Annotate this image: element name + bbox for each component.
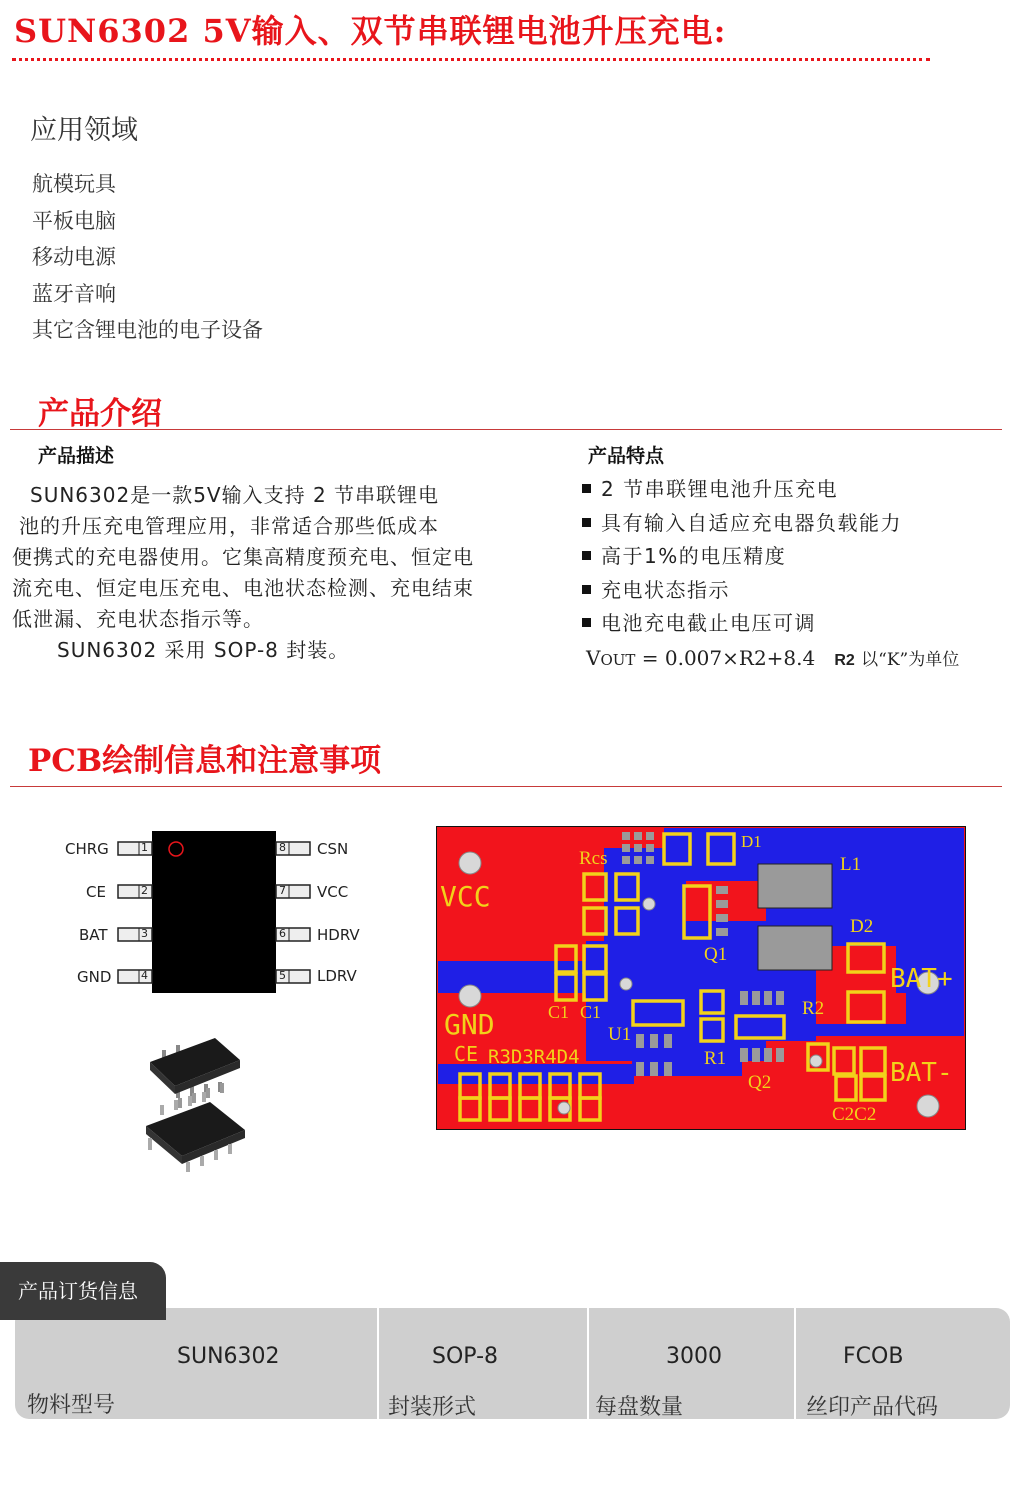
pin-number: 3	[141, 927, 148, 940]
application-item: 移动电源	[32, 245, 116, 269]
pin-label-ce: CE	[86, 883, 106, 901]
pcb-label-d1: D1	[741, 832, 762, 851]
description-line: 低泄漏、充电状态指示等。	[12, 607, 264, 631]
pin-number: 6	[279, 927, 286, 940]
pcb-section-title: PCB绘制信息和注意事项	[28, 743, 382, 779]
ordering-value-marking: FCOB	[843, 1344, 904, 1369]
page-title: SUN6302 5V输入、双节串联锂电池升压充电:	[14, 12, 727, 50]
description-text	[12, 480, 532, 666]
pcb-label-u1: U1	[608, 1024, 632, 1045]
intro-section-title: 产品介绍	[38, 396, 162, 432]
pcb-label-l1: L1	[840, 854, 862, 875]
ordering-label-part: 物料型号	[27, 1393, 116, 1418]
pcb-label-c1b: C1	[580, 1002, 602, 1022]
square-bullet-icon	[582, 551, 591, 560]
ordering-column-package	[379, 1308, 589, 1419]
description-line: 便携式的充电器使用。它集高精度预充电、恒定电	[12, 545, 474, 569]
pcb-label-gnd: GND	[444, 1008, 495, 1041]
pin-number: 4	[141, 969, 148, 982]
sop8-package-illustration	[140, 1030, 265, 1175]
square-bullet-icon	[582, 518, 591, 527]
pin-number: 1	[141, 841, 148, 854]
pcb-label-q2: Q2	[748, 1072, 772, 1093]
ordering-label-package: 封装形式	[388, 1395, 477, 1420]
feature-item: 充电状态指示	[582, 574, 902, 608]
pcb-label-q1: Q1	[704, 944, 728, 965]
pcb-label-ce: CE	[454, 1042, 479, 1066]
pcb-layout-diagram	[436, 826, 966, 1130]
pcb-label-r3d4: R3D3R4D4	[488, 1046, 580, 1068]
ordering-value-part: SUN6302	[177, 1344, 280, 1369]
feature-item: 具有输入自适应充电器负载能力	[582, 507, 902, 541]
description-line: SUN6302是一款5V输入支持 2 节串联锂电	[30, 483, 440, 507]
ordering-table	[15, 1308, 1010, 1419]
description-line: SUN6302 采用 SOP-8 封装。	[57, 638, 350, 662]
pcb-label-bat-minus: BAT-	[890, 1058, 953, 1088]
features-list	[582, 473, 902, 641]
pin-number: 7	[279, 884, 286, 897]
pcb-label-c1a: C1	[548, 1002, 570, 1022]
pcb-rule	[10, 786, 1002, 787]
pcb-label-r1: R1	[704, 1048, 727, 1069]
square-bullet-icon	[582, 618, 591, 627]
ordering-column-quantity	[589, 1308, 796, 1419]
pcb-label-bat-plus: BAT+	[890, 964, 953, 994]
vout-formula: VOUT = 0.007×R2+8.4 R2 以“K”为单位	[586, 646, 960, 670]
pin-label-chrg: CHRG	[65, 840, 109, 858]
pcb-label-r2: R2	[802, 998, 825, 1019]
ordering-label-quantity: 每盘数量	[595, 1395, 684, 1420]
pcb-label-d2: D2	[850, 916, 874, 937]
pin-number: 8	[279, 841, 286, 854]
ordering-column-marking	[796, 1308, 1010, 1419]
square-bullet-icon	[582, 484, 591, 493]
ordering-column-part	[15, 1308, 379, 1419]
chip-pinout-diagram	[55, 825, 395, 1000]
pcb-label-vcc: VCC	[440, 880, 491, 913]
application-item: 其它含锂电池的电子设备	[32, 318, 263, 342]
title-dotted-divider	[12, 58, 930, 61]
application-item: 航模玩具	[32, 172, 116, 196]
chip-body	[152, 831, 276, 993]
ordering-value-package: SOP-8	[432, 1344, 498, 1369]
features-title: 产品特点	[588, 445, 665, 467]
pin-label-vcc: VCC	[317, 883, 349, 901]
pin-label-bat: BAT	[79, 926, 108, 944]
application-item: 平板电脑	[32, 208, 116, 233]
feature-item: 2 节串联锂电池升压充电	[582, 473, 902, 507]
square-bullet-icon	[582, 585, 591, 594]
pcb-label-rcs: Rcs	[579, 848, 608, 869]
pin-number: 5	[279, 969, 286, 982]
pin-label-hdrv: HDRV	[317, 926, 360, 944]
description-title: 产品描述	[38, 445, 115, 467]
pin-label-gnd: GND	[77, 968, 112, 986]
pin-label-csn: CSN	[317, 840, 349, 858]
ordering-value-quantity: 3000	[666, 1344, 722, 1369]
ordering-label-marking: 丝印产品代码	[806, 1395, 939, 1420]
applications-list	[32, 166, 263, 349]
applications-heading: 应用领域	[30, 115, 138, 146]
pin-label-ldrv: LDRV	[317, 967, 357, 985]
intro-rule	[10, 429, 1002, 430]
pin-number: 2	[141, 884, 148, 897]
description-line: 流充电、恒定电压充电、电池状态检测、充电结束	[12, 576, 474, 600]
pcb-label-c2: C2C2	[832, 1104, 877, 1125]
application-item: 蓝牙音响	[32, 281, 116, 306]
description-line: 池的升压充电管理应用，非常适合那些低成本	[19, 514, 439, 538]
feature-item: 电池充电截止电压可调	[582, 607, 902, 641]
ordering-tab: 产品订货信息	[0, 1262, 166, 1320]
feature-item: 高于1%的电压精度	[582, 540, 902, 574]
